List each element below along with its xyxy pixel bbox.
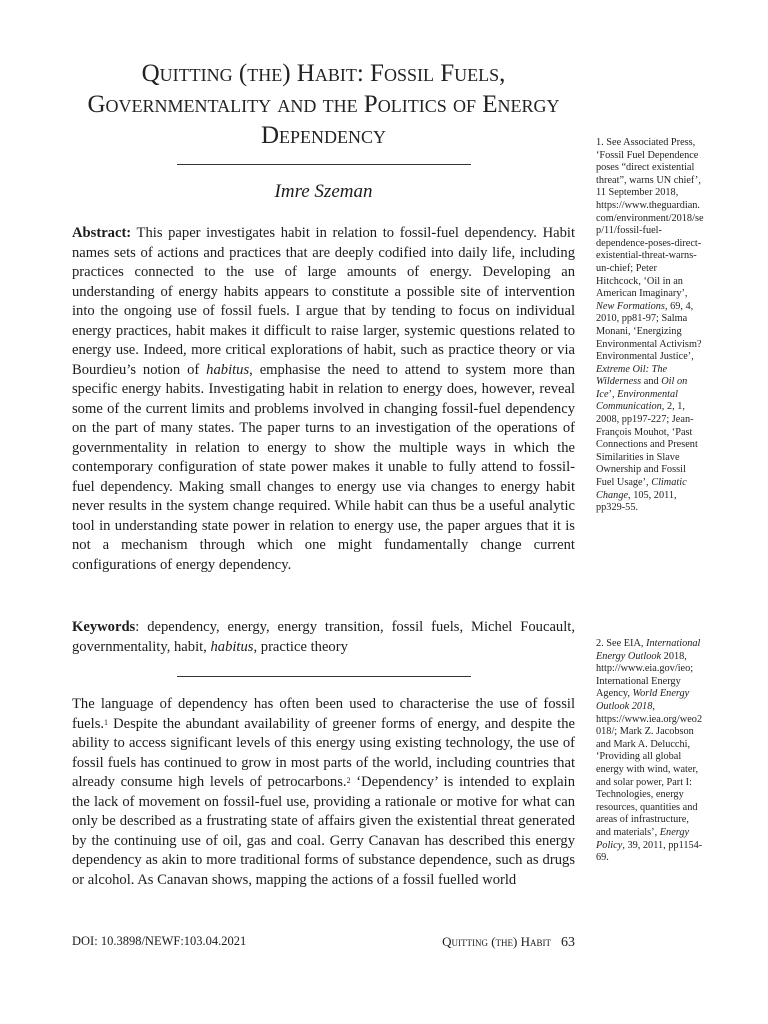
footnote-1-text: ’, [608, 388, 618, 400]
footnote-1-title: Extreme Oil: The Wilderness [596, 363, 668, 388]
footnote-1-text: 1. See Associated Press, ‘Fossil Fuel Dependence poses “direct existential threat”, warns UN chief’, 11 September 2018, https://www.theguardian.com/environment/2018/sep/11/fossil-fuel-dependence-poses-direct-existential-threat-warns-un-chief; Peter Hitchcock, ‘Oil in an American Imaginary’, [596, 137, 704, 300]
title-divider [177, 164, 471, 165]
page-footer [72, 934, 575, 950]
footnote-2-text: 2018, http://www.eia.gov/ieo; International Energy Agency, [596, 650, 694, 700]
footnote-ref-1[interactable]: 1 [104, 717, 109, 727]
keywords-habitus: habitus [210, 638, 254, 655]
author-name: Imre Szeman [274, 181, 373, 202]
keywords-text: : dependency, energy, energy transition, fossil fuels, Michel Foucault, governmentality, habit, [72, 619, 575, 655]
footnote-1 [596, 137, 704, 515]
footnote-1-journal: Environmental Communication [596, 388, 678, 413]
article-title: Quitting (the) Habit: Fossil Fuels, Governmentality and the Politics of Energy Dependency [87, 60, 560, 149]
abstract [72, 224, 575, 575]
running-header [442, 934, 575, 951]
footnote-ref-2[interactable]: 2 [346, 776, 351, 785]
intro-paragraph [72, 695, 575, 890]
intro-text-1: The language of dependency has often been used to characterise the use of fossil fuels. [72, 696, 575, 732]
intro-text-3: ‘Dependency’ is intended to explain the lack of movement on fossil-fuel use, providing a rationale or motive for what can only be described as a frustrating state of affairs given the existential threat generated by the continuing use of oil, gas and coal. Gerry Canavan has described this energy dependency as akin to more traditional forms of substance dependence, such as drugs or alcohol. As Canavan shows, mapping the actions of a fossil fuelled world [72, 774, 575, 888]
footnote-2-journal: Energy Policy [596, 826, 690, 851]
intro-text-2: Despite the abundant availability of greener forms of energy, and despite the ability to access significant levels of this energy using existing technology, the use of fossil fuels has continued to grow in most parts of the world, including countries that already consume high levels of petrocarbons. [72, 715, 575, 790]
footnote-2-title: International Energy Outlook [596, 638, 701, 662]
keywords-text-continued: , practice theory [253, 638, 348, 655]
footnote-1-text: , 69, 4, 2010, pp81-97; Salma Monani, ‘Energizing Environmental Activism? Environmental Justice’, [596, 300, 702, 363]
footnote-2-text: , 39, 2011, pp1154-69. [596, 839, 703, 864]
running-title: Quitting (the) Habit [442, 934, 551, 949]
doi[interactable]: DOI: 10.3898/NEWF:103.04.2021 [72, 934, 247, 948]
footnote-1-journal: New Formations [596, 300, 665, 312]
footnote-2 [596, 638, 704, 865]
footnote-1-text: , 2, 1, 2008, pp197-227; Jean-François Mouhot, ‘Past Connections and Present Similarities in Slave Ownership and Fossil Fuel Usage’, [596, 401, 698, 489]
keywords-divider [177, 676, 471, 677]
keywords-label: Keywords [72, 619, 136, 635]
footnote-2-text: 2. See EIA, [596, 638, 647, 649]
abstract-label: Abstract: [72, 225, 132, 241]
footnote-1-journal: Climatic Change [596, 477, 687, 501]
abstract-habitus: habitus [206, 361, 250, 378]
footnote-2-text: , https://www.iea.org/weo2018/; Mark Z. Jacobson and Mark A. Delucchi, ‘Providing all global energy with wind, water, and solar power, Part I: Technologies, energy resources, quantities and areas of infrastructure, and materials’, [596, 700, 703, 838]
page-number: 63 [561, 935, 575, 950]
abstract-text-continued: , emphasise the need to attend to system more than specific energy habits. Investigating habit in relation to energy does, however, reveal some of the current limits and problems involved in changing fossil-fuel dependency on the part of many states. The paper turns to an investigation of the operations of governmentality in relation to energy to show the multiple ways in which the contemporary configuration of state power makes it unable to fully attend to fossil-fuel dependency. Making small changes to energy use via changes to energy habit never results in the system change required. While habit can thus be a useful analytic tool in understanding state power in relation to energy use, the paper argues that it is not a mechanism through which one might fundamentally change current configurations of energy dependency. [72, 361, 575, 573]
footnote-1-text: and [641, 376, 662, 388]
keywords [72, 618, 575, 657]
footnote-1-text: , 105, 2011, pp329-55. [596, 489, 677, 514]
footnote-1-title: Oil on Ice [596, 376, 688, 400]
abstract-text: This paper investigates habit in relation to fossil-fuel dependency. Habit names sets of actions and practices that are deeply codified into daily life, including practices connected to the use of large amounts of energy. Developing an understanding of energy habits appears to constitute a possible site of intervention into the ongoing use of fossil fuels. I argue that by tending to focus on individual energy practices, habit makes it difficult to raise larger, systemic questions related to energy use. Indeed, more critical explorations of habit, such as practice theory or via Bourdieu’s notion of [72, 225, 575, 378]
footnote-2-title: World Energy Outlook 2018 [596, 688, 690, 712]
